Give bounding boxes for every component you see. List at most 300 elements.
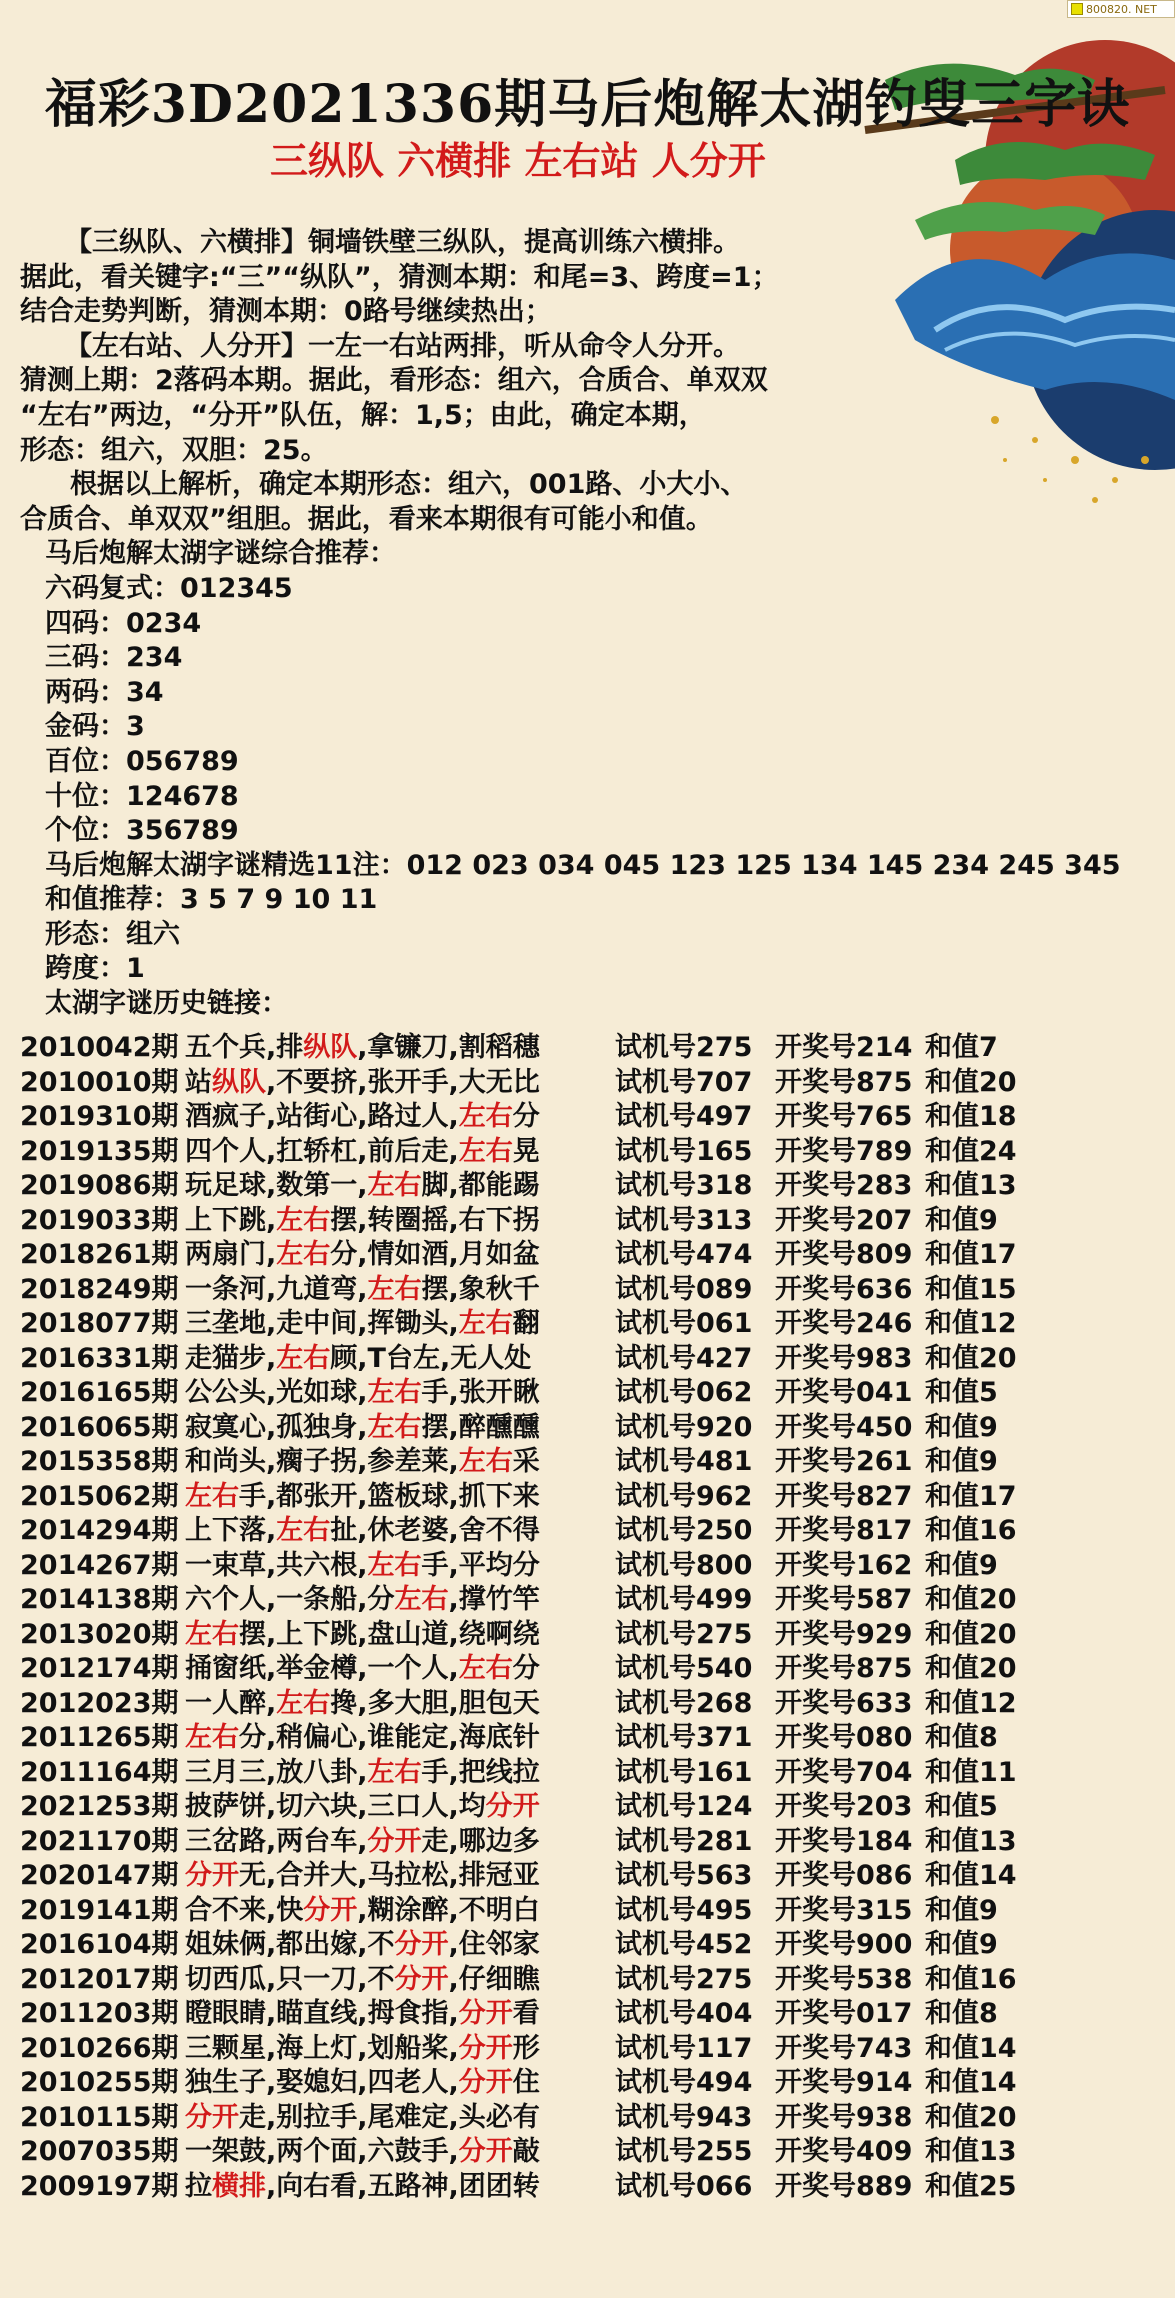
history-draw-number: 开奖号409 (775, 2136, 913, 2167)
history-row (20, 1652, 1170, 1687)
history-period: 2007035期 (20, 2136, 179, 2167)
history-sum: 和值9 (925, 1411, 998, 1443)
analysis-line: 据此，看关键字:“三”“纵队”，猜测本期：和尾=3、跨度=1； (20, 261, 779, 293)
history-sum: 和值25 (925, 2170, 1017, 2202)
history-row (20, 1997, 1170, 2032)
history-trial-number: 试机号563 (615, 1860, 753, 1891)
history-row (20, 1273, 1170, 1308)
history-period: 2019033期 (20, 1204, 179, 1236)
riddle-keyword: 分开 (394, 1963, 449, 1995)
history-trial-number: 试机号313 (615, 1204, 753, 1236)
riddle-post: ,糊涂醉,不明白 (357, 1894, 540, 1926)
history-row (20, 1169, 1170, 1204)
history-sum: 和值20 (925, 1618, 1017, 1650)
gold-code: 金码：3 (45, 711, 145, 743)
history-riddle (185, 1894, 615, 1929)
riddle-pre: 寂寞心,孤独身, (185, 1411, 368, 1443)
history-draw-number: 开奖号203 (775, 1791, 913, 1822)
history-period: 2010042期 (20, 1032, 179, 1063)
history-sum: 和值8 (925, 1722, 998, 1753)
history-period: 2011265期 (20, 1722, 179, 1753)
riddle-keyword: 分开 (458, 2067, 513, 2098)
history-row (20, 1618, 1170, 1653)
history-sum: 和值11 (925, 1756, 1017, 1788)
history-sum: 和值14 (925, 2032, 1017, 2064)
history-draw-number: 开奖号633 (775, 1687, 913, 1719)
history-draw-number: 开奖号587 (775, 1584, 913, 1615)
riddle-pre: 姐妹俩,都出嫁,不 (185, 1929, 395, 1960)
history-trial-number: 试机号499 (615, 1584, 753, 1615)
riddle-pre: 瞪眼睛,瞄直线,拇食指, (185, 1998, 459, 2029)
history-trial-number: 试机号061 (615, 1308, 753, 1339)
history-sum: 和值12 (925, 1687, 1017, 1719)
history-period: 2019141期 (20, 1894, 179, 1926)
history-row (20, 1100, 1170, 1135)
history-riddle (185, 1376, 615, 1411)
riddle-post: 看 (512, 1998, 540, 2029)
history-draw-number: 开奖号086 (775, 1860, 913, 1891)
history-trial-number: 试机号540 (615, 1653, 753, 1684)
page-title: 福彩3D2021336期马后炮解太湖钓叟三字诀 (44, 74, 1131, 135)
sum-recommend: 和值推荐：3 5 7 9 10 11 (45, 884, 378, 916)
history-period: 2012017期 (20, 1963, 179, 1995)
history-draw-number: 开奖号765 (775, 1101, 913, 1132)
history-row (20, 1687, 1170, 1722)
riddle-keyword: 左右 (276, 1515, 331, 1546)
riddle-pre: 玩足球,数第一, (185, 1170, 368, 1201)
history-trial-number: 试机号962 (615, 1480, 753, 1512)
history-draw-number: 开奖号315 (775, 1894, 913, 1926)
riddle-keyword: 分开 (458, 2136, 513, 2167)
riddle-pre: 合不来,快 (185, 1894, 304, 1926)
history-period: 2011164期 (20, 1756, 179, 1788)
history-period: 2010010期 (20, 1066, 179, 1098)
history-period: 2020147期 (20, 1860, 179, 1891)
riddle-post: ,向右看,五路神,团团转 (266, 2170, 540, 2202)
history-sum: 和值17 (925, 1480, 1017, 1512)
history-draw-number: 开奖号041 (775, 1377, 913, 1408)
riddle-keyword: 左右 (185, 1722, 239, 1753)
riddle-pre: 捅窗纸,举金樽,一个人, (185, 1653, 459, 1684)
history-draw-number: 开奖号875 (775, 1653, 913, 1684)
history-trial-number: 试机号255 (615, 2136, 753, 2167)
history-sum: 和值9 (925, 1204, 998, 1236)
riddle-pre: 三颗星,海上灯,划船桨, (185, 2032, 459, 2064)
history-draw-number: 开奖号704 (775, 1756, 913, 1788)
history-riddle (185, 2101, 615, 2136)
history-riddle (185, 1549, 615, 1584)
history-period: 2016065期 (20, 1411, 179, 1443)
riddle-keyword: 左右 (367, 1756, 422, 1788)
history-riddle (185, 1307, 615, 1342)
history-trial-number: 试机号495 (615, 1894, 753, 1926)
history-row (20, 1928, 1170, 1963)
riddle-keyword: 纵队 (303, 1032, 358, 1063)
history-period: 2012174期 (20, 1653, 179, 1684)
tens-digit: 十位：124678 (45, 780, 239, 812)
history-sum: 和值20 (925, 1584, 1017, 1615)
history-trial-number: 试机号920 (615, 1411, 753, 1443)
history-period: 2010115期 (20, 2101, 179, 2133)
history-row (20, 1376, 1170, 1411)
analysis-line: 结合走势判断，猜测本期：0路号继续热出； (20, 296, 552, 328)
history-period: 2014294期 (20, 1515, 179, 1546)
history-trial-number: 试机号427 (615, 1342, 753, 1374)
riddle-keyword: 左右 (367, 1170, 422, 1201)
history-riddle (185, 1480, 615, 1515)
history-trial-number: 试机号707 (615, 1066, 753, 1098)
history-draw-number: 开奖号450 (775, 1411, 913, 1443)
history-sum: 和值9 (925, 1549, 998, 1581)
history-draw-number: 开奖号817 (775, 1515, 913, 1546)
history-period: 2010255期 (20, 2067, 179, 2098)
riddle-pre: 一束草,共六根, (185, 1549, 368, 1581)
riddle-keyword: 左右 (276, 1342, 331, 1374)
riddle-pre: 三垄地,走中间,挥锄头, (185, 1308, 459, 1339)
history-riddle (185, 2032, 615, 2067)
riddle-keyword: 左右 (185, 1480, 239, 1512)
riddle-post: 无,合并大,马拉松,排冠亚 (239, 1860, 540, 1891)
history-draw-number: 开奖号636 (775, 1273, 913, 1305)
riddle-post: 晃 (512, 1135, 540, 1167)
history-draw-number: 开奖号889 (775, 2170, 913, 2202)
shape: 形态：组六 (45, 918, 180, 950)
riddle-keyword: 分开 (185, 2101, 239, 2133)
riddle-pre: 公公头,光如球, (185, 1377, 368, 1408)
history-trial-number: 试机号497 (615, 1101, 753, 1132)
analysis-line: 合质合、单双双”组胆。据此，看来本期很有可能小和值。 (20, 503, 713, 535)
riddle-keyword: 横排 (212, 2170, 266, 2202)
riddle-keyword: 左右 (276, 1687, 331, 1719)
analysis-line: 猜测上期：2落码本期。据此，看形态：组六，合质合、单双双 (20, 365, 768, 397)
history-period: 2014267期 (20, 1549, 179, 1581)
history-trial-number: 试机号800 (615, 1549, 753, 1581)
history-riddle (185, 1342, 615, 1377)
picks-list: 马后炮解太湖字谜精选11注：012 023 034 045 123 125 134 145 234 245 345 (45, 849, 1121, 881)
history-period: 2019135期 (20, 1135, 179, 1167)
riddle-post: 脚,都能踢 (421, 1170, 540, 1201)
history-draw-number: 开奖号214 (775, 1032, 913, 1063)
history-row (20, 1514, 1170, 1549)
history-sum: 和值20 (925, 1342, 1017, 1374)
riddle-post: 分,稍偏心,谁能定,海底针 (239, 1722, 540, 1753)
history-row (20, 1480, 1170, 1515)
history-sum: 和值24 (925, 1135, 1017, 1167)
history-period: 2014138期 (20, 1584, 179, 1615)
history-riddle (185, 1135, 615, 1170)
riddle-pre: 披萨饼,切六块,三口人,均 (185, 1791, 486, 1822)
history-riddle (185, 1687, 615, 1722)
riddle-keyword: 分开 (458, 1998, 513, 2029)
history-riddle (185, 1273, 615, 1308)
riddle-post: 分 (512, 1653, 540, 1684)
history-riddle (185, 1238, 615, 1273)
riddle-keyword: 分开 (394, 1929, 449, 1960)
history-riddle (185, 2135, 615, 2170)
history-riddle (185, 2170, 615, 2205)
riddle-keyword: 左右 (185, 1618, 239, 1650)
riddle-post: 摆,象秋千 (421, 1273, 540, 1305)
watermark (1067, 0, 1175, 18)
history-trial-number: 试机号404 (615, 1998, 753, 2029)
riddle-keyword: 左右 (458, 1135, 513, 1167)
riddle-keyword: 左右 (458, 1101, 513, 1132)
history-row (20, 1238, 1170, 1273)
history-period: 2010266期 (20, 2032, 179, 2064)
analysis-line: 形态：组六，双胆：25。 (20, 434, 328, 466)
history-row (20, 1859, 1170, 1894)
riddle-pre: 一架鼓,两个面,六鼓手, (185, 2136, 459, 2167)
page-subtitle: 三纵队 六横排 左右站 人分开 (270, 139, 766, 183)
riddle-pre: 一条河,九道弯, (185, 1273, 368, 1305)
history-sum: 和值20 (925, 1066, 1017, 1098)
riddle-pre: 独生子,娶媳妇,四老人, (185, 2067, 459, 2098)
hundreds-digit: 百位：056789 (45, 745, 239, 777)
history-trial-number: 试机号161 (615, 1756, 753, 1788)
six-code: 六码复式：012345 (45, 572, 293, 604)
history-riddle (185, 1411, 615, 1446)
riddle-keyword: 左右 (367, 1549, 422, 1581)
riddle-keyword: 纵队 (212, 1066, 266, 1098)
riddle-keyword: 左右 (458, 1446, 513, 1477)
history-riddle (185, 1825, 615, 1860)
riddle-post: 手,平均分 (421, 1549, 540, 1581)
history-riddle (185, 1445, 615, 1480)
riddle-post: 摆,转圈摇,右下拐 (330, 1204, 540, 1236)
history-sum: 和值9 (925, 1929, 998, 1960)
history-trial-number: 试机号275 (615, 1032, 753, 1063)
riddle-keyword: 左右 (394, 1584, 449, 1615)
history-period: 2013020期 (20, 1618, 179, 1650)
history-sum: 和值20 (925, 1653, 1017, 1684)
riddle-post: ,撑竹竿 (448, 1584, 540, 1615)
history-sum: 和值12 (925, 1308, 1017, 1339)
history-row (20, 2032, 1170, 2067)
history-riddle (185, 1169, 615, 1204)
analysis-line: 根据以上解析，确定本期形态：组六，001路、小大小、 (70, 469, 748, 501)
history-sum: 和值5 (925, 1791, 998, 1822)
history-sum: 和值13 (925, 2136, 1017, 2167)
history-row (20, 1307, 1170, 1342)
history-draw-number: 开奖号017 (775, 1998, 913, 2029)
history-list (20, 1031, 1170, 2204)
history-row (20, 1756, 1170, 1791)
history-riddle (185, 1859, 615, 1894)
history-riddle (185, 1756, 615, 1791)
history-row (20, 1445, 1170, 1480)
riddle-keyword: 左右 (458, 1653, 513, 1684)
history-sum: 和值9 (925, 1446, 998, 1477)
history-period: 2018249期 (20, 1273, 179, 1305)
history-row (20, 1135, 1170, 1170)
history-sum: 和值13 (925, 1825, 1017, 1857)
history-trial-number: 试机号281 (615, 1825, 753, 1857)
history-trial-number: 试机号062 (615, 1377, 753, 1408)
history-sum: 和值14 (925, 1860, 1017, 1891)
riddle-post: ,住邻家 (448, 1929, 540, 1960)
history-period: 2021253期 (20, 1791, 179, 1822)
riddle-post: ,仔细瞧 (448, 1963, 540, 1995)
history-row (20, 1342, 1170, 1377)
riddle-post: 走,哪边多 (421, 1825, 540, 1857)
history-draw-number: 开奖号261 (775, 1446, 913, 1477)
analysis-line: 【左右站、人分开】一左一右站两排，听从命令人分开。 (65, 330, 740, 362)
riddle-post: 翻 (512, 1308, 540, 1339)
riddle-pre: 站 (185, 1066, 212, 1098)
riddle-post: 扯,休老婆,舍不得 (330, 1515, 540, 1546)
riddle-pre: 两扇门, (185, 1239, 277, 1270)
history-draw-number: 开奖号743 (775, 2032, 913, 2064)
riddle-post: 分 (512, 1101, 540, 1132)
riddle-pre: 三月三,放八卦, (185, 1756, 368, 1788)
history-sum: 和值16 (925, 1515, 1017, 1546)
history-riddle (185, 1997, 615, 2032)
history-sum: 和值8 (925, 1998, 998, 2029)
history-trial-number: 试机号165 (615, 1135, 753, 1167)
riddle-post: 手,把线拉 (421, 1756, 540, 1788)
span: 跨度：1 (45, 953, 145, 985)
history-row (20, 1894, 1170, 1929)
history-draw-number: 开奖号080 (775, 1722, 913, 1753)
riddle-pre: 五个兵,排 (185, 1032, 304, 1063)
four-code: 四码：0234 (45, 607, 202, 639)
history-trial-number: 试机号250 (615, 1515, 753, 1546)
riddle-keyword: 左右 (367, 1273, 422, 1305)
history-riddle (185, 1066, 615, 1101)
history-riddle (185, 1790, 615, 1825)
history-draw-number: 开奖号900 (775, 1929, 913, 1960)
riddle-post: 走,别拉手,尾难定,头必有 (239, 2101, 540, 2133)
history-period: 2016104期 (20, 1929, 179, 1960)
riddle-pre: 酒疯子,站街心,路过人, (185, 1101, 459, 1132)
riddle-pre: 一人醉, (185, 1687, 277, 1719)
history-trial-number: 试机号474 (615, 1239, 753, 1270)
history-draw-number: 开奖号789 (775, 1135, 913, 1167)
history-sum: 和值13 (925, 1170, 1017, 1201)
three-code: 三码：234 (45, 642, 183, 674)
riddle-pre: 六个人,一条船,分 (185, 1584, 395, 1615)
riddle-keyword: 左右 (276, 1204, 331, 1236)
history-period: 2011203期 (20, 1998, 179, 2029)
riddle-post: 顾,T台左,无人处 (330, 1342, 532, 1374)
riddle-post: 形 (512, 2032, 540, 2064)
history-sum: 和值9 (925, 1894, 998, 1926)
history-row (20, 2170, 1170, 2205)
history-row (20, 1204, 1170, 1239)
history-sum: 和值17 (925, 1239, 1017, 1270)
riddle-post: 敲 (512, 2136, 540, 2167)
riddle-pre: 拉 (185, 2170, 212, 2202)
history-heading: 太湖字谜历史链接： (45, 988, 288, 1020)
riddle-keyword: 分开 (185, 1860, 239, 1891)
riddle-post: ,拿镰刀,割稻穗 (357, 1032, 540, 1063)
history-row (20, 2101, 1170, 2136)
history-draw-number: 开奖号162 (775, 1549, 913, 1581)
history-riddle (185, 1963, 615, 1998)
history-period: 2019086期 (20, 1170, 179, 1201)
history-row (20, 2066, 1170, 2101)
analysis-section (20, 226, 1170, 1022)
history-row (20, 2135, 1170, 2170)
history-draw-number: 开奖号184 (775, 1825, 913, 1857)
history-sum: 和值5 (925, 1377, 998, 1408)
history-trial-number: 试机号481 (615, 1446, 753, 1477)
riddle-keyword: 分开 (458, 2032, 513, 2064)
two-code: 两码：34 (45, 676, 164, 708)
history-trial-number: 试机号275 (615, 1618, 753, 1650)
history-row (20, 1066, 1170, 1101)
riddle-pre: 切西瓜,只一刀,不 (185, 1963, 395, 1995)
riddle-post: 摆,醉醺醺 (421, 1411, 540, 1443)
history-period: 2016165期 (20, 1377, 179, 1408)
history-trial-number: 试机号452 (615, 1929, 753, 1960)
history-sum: 和值14 (925, 2067, 1017, 2098)
history-period: 2012023期 (20, 1687, 179, 1719)
riddle-post: 手,张开瞅 (421, 1377, 540, 1408)
riddle-post: 分,情如酒,月如盆 (330, 1239, 540, 1270)
history-sum: 和值20 (925, 2101, 1017, 2133)
analysis-line: 【三纵队、六横排】铜墙铁壁三纵队，提高训练六横排。 (65, 227, 740, 258)
history-draw-number: 开奖号809 (775, 1239, 913, 1270)
history-row (20, 1721, 1170, 1756)
riddle-pre: 上下落, (185, 1515, 277, 1546)
history-period: 2018077期 (20, 1308, 179, 1339)
history-draw-number: 开奖号938 (775, 2101, 913, 2133)
history-period: 2015358期 (20, 1446, 179, 1477)
units-digit: 个位：356789 (45, 815, 239, 847)
history-row (20, 1549, 1170, 1584)
history-trial-number: 试机号943 (615, 2101, 753, 2133)
history-riddle (185, 1514, 615, 1549)
riddle-post: ,不要挤,张开手,大无比 (266, 1066, 540, 1098)
riddle-pre: 上下跳, (185, 1204, 277, 1236)
history-draw-number: 开奖号538 (775, 1963, 913, 1995)
watermark-text: 800820. NET (1086, 2, 1157, 16)
riddle-keyword: 分开 (303, 1894, 358, 1926)
riddle-post: 搀,多大胆,胆包天 (330, 1687, 540, 1719)
riddle-post: 住 (512, 2067, 540, 2098)
riddle-post: 手,都张开,篮板球,抓下来 (239, 1480, 540, 1512)
riddle-pre: 三岔路,两台车, (185, 1825, 368, 1857)
riddle-keyword: 分开 (367, 1825, 422, 1857)
history-riddle (185, 1618, 615, 1653)
recommend-heading: 马后炮解太湖字谜综合推荐： (45, 538, 396, 570)
history-period: 2009197期 (20, 2170, 179, 2202)
history-period: 2021170期 (20, 1825, 179, 1857)
history-sum: 和值18 (925, 1101, 1017, 1132)
history-trial-number: 试机号124 (615, 1791, 753, 1822)
history-draw-number: 开奖号246 (775, 1308, 913, 1339)
history-riddle (185, 1721, 615, 1756)
history-row (20, 1963, 1170, 1998)
history-draw-number: 开奖号827 (775, 1480, 913, 1512)
analysis-line: “左右”两边，“分开”队伍，解：1,5；由此，确定本期， (20, 399, 706, 431)
history-sum: 和值16 (925, 1963, 1017, 1995)
riddle-pre: 和尚头,瘸子拐,参差莱, (185, 1446, 459, 1477)
riddle-keyword: 左右 (367, 1377, 422, 1408)
watermark-icon (1071, 3, 1083, 15)
history-riddle (185, 1583, 615, 1618)
history-period: 2019310期 (20, 1101, 179, 1132)
history-trial-number: 试机号494 (615, 2067, 753, 2098)
riddle-pre: 走猫步, (185, 1342, 277, 1374)
history-trial-number: 试机号371 (615, 1722, 753, 1753)
history-row (20, 1411, 1170, 1446)
history-riddle (185, 1928, 615, 1963)
history-sum: 和值15 (925, 1273, 1017, 1305)
history-trial-number: 试机号318 (615, 1170, 753, 1201)
history-period: 2018261期 (20, 1239, 179, 1270)
